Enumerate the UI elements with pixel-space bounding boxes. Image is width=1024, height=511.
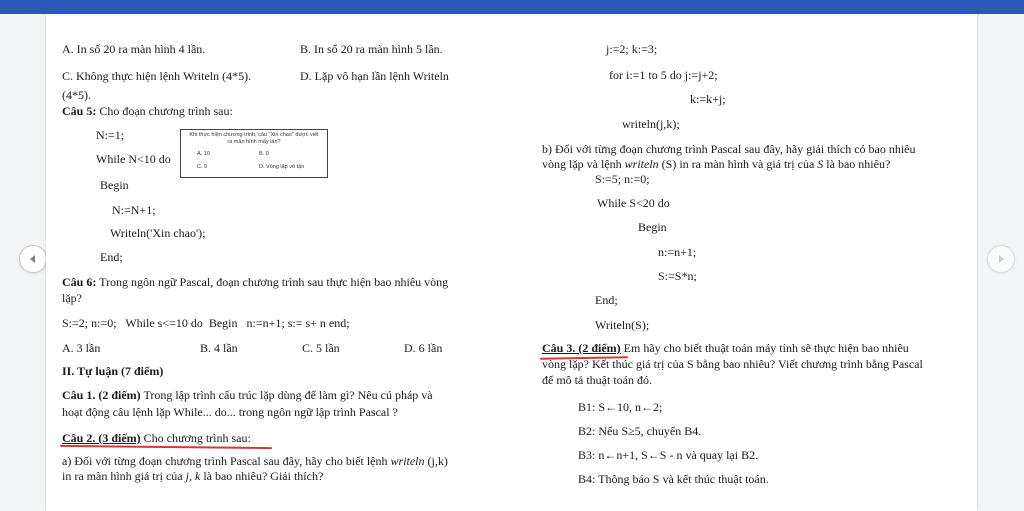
code2-line: While S<20 do [597,196,670,210]
q6-text-continued: lặp? [62,291,82,305]
c3-text-continued: vòng lặp? Kết thúc giá trị của S bằng bao nhiêu? Viết chương trình bằng Pascal [542,357,923,371]
top-accent-bar [0,0,1024,14]
code2-line: n:=n+1; [658,245,697,259]
algorithm-step: B3: n←n+1, S←S - n và quay lại B2. [578,448,759,462]
q6-option-d: D. 6 lần [404,341,443,355]
essay-question-1 [62,388,433,402]
c2-label: Câu 2. (3 điểm) [62,431,141,445]
c3-text: Em hãy cho biết thuật toán máy tính sẽ thực hiện bao nhiêu [620,341,909,355]
next-page-button[interactable] [987,245,1015,273]
c2-text: Cho chương trình sau: [140,431,251,445]
q5-text: Cho đoạn chương trình sau: [96,104,233,118]
code1-line: writeln(j,k); [622,117,680,131]
box-option-c: C. 9 [197,164,208,170]
code2-line: S:=S*n; [658,269,697,283]
c1-text: Trong lập trình cấu trúc lặp dùng để làm gì? Nêu cú pháp và [140,388,433,402]
algorithm-step: B4: Thông báo S và kết thúc thuật toán. [578,472,769,486]
algorithm-step: B1: S←10, n←2; [578,400,663,414]
box-option-a: A. 10 [197,151,210,157]
chevron-left-icon [27,253,39,265]
c2a-line2-part2: là bao nhiêu? Giải thích? [200,469,324,483]
b-part1: vòng lặp và lệnh [542,157,625,171]
q6-code: S:=2; n:=0; While s<=10 do Begin n:=n+1; s:= s+ n end; [62,316,350,330]
c2a-text-2: (j,k) [424,454,448,468]
q5-code-line: N:=1; [96,128,125,142]
q5-code-line: N:=N+1; [112,203,156,217]
c2a-text-1: a) Đối với từng đoạn chương trình Pascal sau đây, hãy cho biết lệnh [62,454,391,468]
code2-line: Begin [638,220,667,234]
code1-line: j:=2; k:=3; [606,42,658,56]
c2a-jk: j, k [185,469,201,483]
section-essay-heading: II. Tự luận (7 điểm) [62,364,164,378]
q6-label: Câu 6: [62,275,97,289]
embedded-question-box [180,129,328,178]
code1-line: for i:=1 to 5 do j:=j+2; [609,68,718,82]
b-line-2 [542,157,890,171]
q5-code-line: While N<10 do [96,152,171,166]
code1-line: k:=k+j; [690,92,726,106]
q5-code-line: End; [100,250,123,264]
q5-code-line: Begin [100,178,129,192]
q6-option-a: A. 3 lần [62,341,101,355]
q5-label: Câu 5: [62,104,97,118]
q6-option-c: C. 5 lần [302,341,340,355]
box-question-text: Khi thực hiện chương trình, câu "Xin chao" được viết ra màn hình mấy lần? [189,132,319,145]
q5-code-line: Writeln('Xin chao'); [110,226,206,240]
red-underline-annotation [60,445,272,449]
q4-option-d: D. Lặp vô hạn lần lệnh Writeln [300,69,449,83]
c2a-writeln: writeln [390,454,425,468]
c3-text-continued: để mô tả thuật toán đó. [542,373,652,387]
b-S: S [817,157,824,171]
b-writeln: writeln [624,157,659,171]
q4-option-b: B. In số 20 ra màn hình 5 lần. [300,42,443,56]
c1-label: Câu 1. (2 điểm) [62,388,141,402]
c3-label: Câu 3. (2 điểm) [542,341,621,355]
essay-question-2 [62,431,251,445]
document-page [46,14,977,511]
c2a-line-1 [62,454,448,468]
code2-line: Writeln(S); [595,318,650,332]
c2a-line-2 [62,469,323,483]
q4-option-a: A. In số 20 ra màn hình 4 lần. [62,42,206,56]
box-option-b: B. 0 [259,151,269,157]
code2-line: End; [595,293,618,307]
box-option-d: D. Vòng lặp vô tận [259,164,305,170]
b-part3: là bao nhiêu? [823,157,891,171]
b-line-1: b) Đối với từng đoạn chương trình Pascal sau đây, hãy giải thích có bao nhiêu [542,142,916,156]
algorithm-step: B2: Nếu S≥5, chuyển B4. [578,424,702,438]
c2a-line2-part1: in ra màn hình giá trị của [62,469,186,483]
question-6 [62,275,448,289]
q6-text: Trong ngôn ngữ Pascal, đoạn chương trình sau thực hiện bao nhiêu vòng [96,275,449,289]
prev-page-button[interactable] [19,245,47,273]
c1-text-continued: hoạt động câu lệnh lặp While... do... trong ngôn ngữ lập trình Pascal ? [62,405,398,419]
q4-option-d-continued: (4*5). [62,88,91,102]
q6-option-b: B. 4 lần [200,341,238,355]
chevron-right-icon [995,253,1007,265]
question-5 [62,104,233,118]
q4-option-c: C. Không thực hiện lệnh Writeln (4*5). [62,69,252,83]
essay-question-3 [542,341,909,355]
b-part2: (S) in ra màn hình và giá trị của [658,157,818,171]
code2-line: S:=5; n:=0; [595,172,650,186]
